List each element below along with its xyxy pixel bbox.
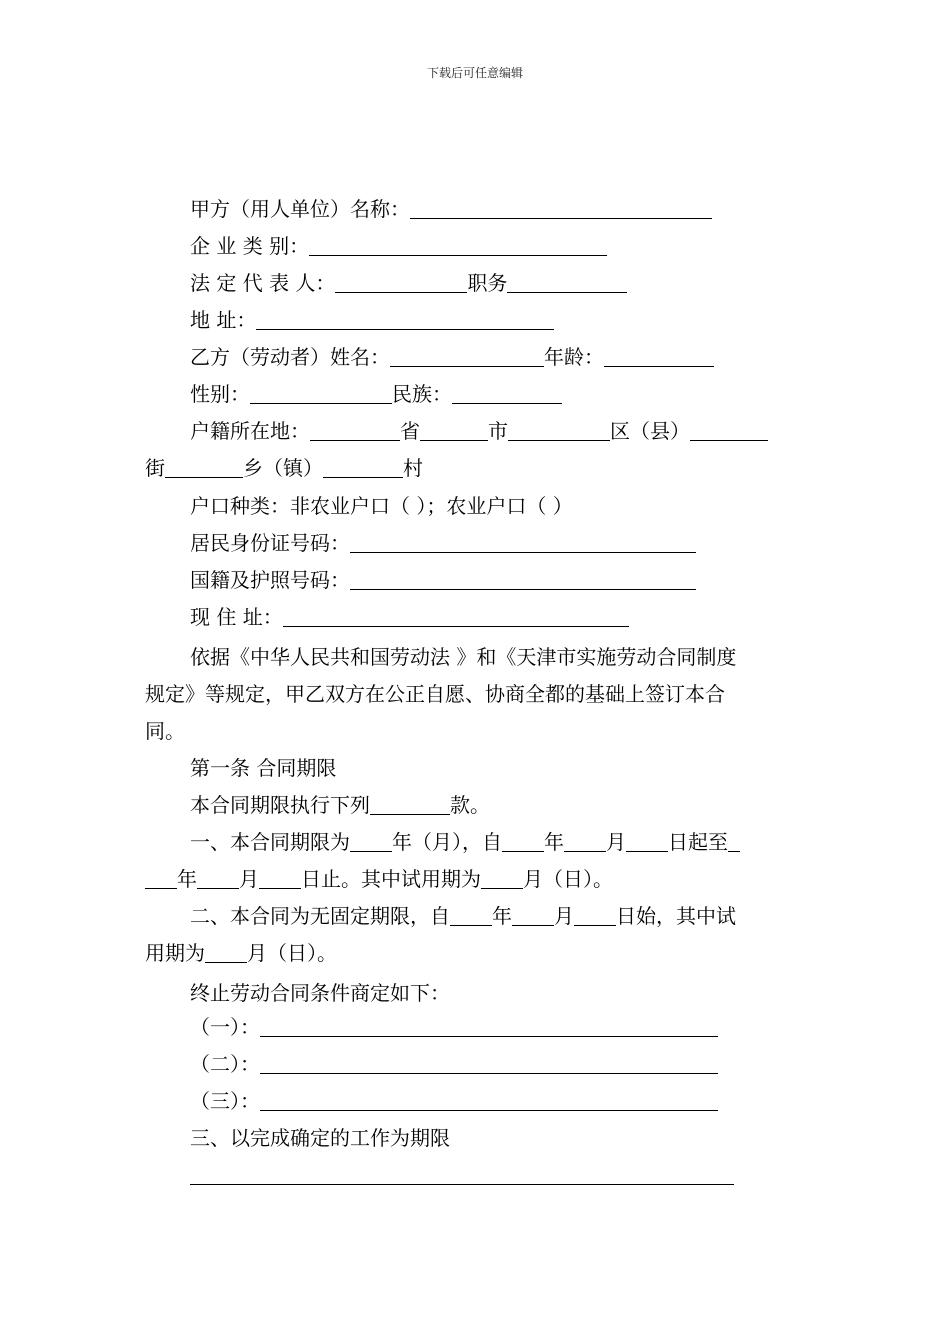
open-year-label: 年 bbox=[492, 904, 512, 928]
basis-paragraph-line-1: 依据《中华人民共和国劳动法 》和《天津市实施劳动合同制度 bbox=[190, 645, 737, 669]
address-blank[interactable] bbox=[256, 309, 554, 330]
open-day-blank[interactable] bbox=[574, 905, 616, 926]
city-blank[interactable] bbox=[420, 420, 488, 441]
village-label: 村 bbox=[403, 456, 423, 480]
open-probation-unit: 月（日）。 bbox=[247, 941, 337, 965]
open-month-blank[interactable] bbox=[512, 905, 554, 926]
condition-blank-1[interactable] bbox=[260, 1016, 718, 1037]
open-term-row-1 bbox=[190, 903, 736, 929]
fixed-term-length-blank[interactable] bbox=[350, 831, 392, 852]
fixed-term-label: 一、本合同期限为 bbox=[190, 830, 350, 854]
legal-rep-label: 法 定 代 表 人： bbox=[190, 271, 336, 295]
basis-paragraph-line-3: 同。 bbox=[145, 719, 185, 743]
open-probation-blank[interactable] bbox=[205, 942, 247, 963]
condition-blank-3[interactable] bbox=[260, 1090, 718, 1111]
passport-label: 国籍及护照号码： bbox=[190, 568, 350, 592]
start-day-blank[interactable] bbox=[626, 831, 668, 852]
household-type-label: 户口种类：非农业户口（ ）；农业户口（ ） bbox=[190, 494, 573, 518]
position-blank[interactable] bbox=[507, 272, 627, 293]
open-month-label: 月 bbox=[554, 904, 574, 928]
task-term-blank[interactable] bbox=[190, 1164, 734, 1185]
id-number-blank[interactable] bbox=[350, 532, 696, 553]
party-a-blank[interactable] bbox=[410, 198, 712, 219]
city-label: 市 bbox=[488, 419, 508, 443]
id-number-row bbox=[190, 530, 696, 556]
task-term-title: 三、以完成确定的工作为期限 bbox=[190, 1126, 450, 1150]
party-b-name-blank[interactable] bbox=[390, 346, 544, 367]
passport-row bbox=[190, 567, 696, 593]
term-select-suffix: 款。 bbox=[450, 793, 490, 817]
open-year-blank[interactable] bbox=[450, 905, 492, 926]
end-year-label: 年 bbox=[177, 867, 197, 891]
end-year-blank-b[interactable] bbox=[145, 868, 177, 889]
age-label: 年龄： bbox=[544, 345, 604, 369]
open-term-row-2 bbox=[145, 940, 337, 966]
province-label: 省 bbox=[400, 419, 420, 443]
end-month-label: 月 bbox=[239, 867, 259, 891]
condition-blank-2[interactable] bbox=[260, 1053, 718, 1074]
condition-row-1 bbox=[190, 1014, 718, 1040]
enterprise-type-label: 企 业 类 别： bbox=[190, 234, 310, 258]
gender-row bbox=[190, 381, 562, 407]
fixed-term-row-1 bbox=[190, 829, 740, 855]
current-address-row bbox=[190, 604, 629, 630]
party-b-name-label: 乙方（劳动者）姓名： bbox=[190, 345, 390, 369]
article-1-title: 第一条 合同期限 bbox=[190, 756, 337, 780]
province-blank[interactable] bbox=[310, 420, 400, 441]
township-blank[interactable] bbox=[165, 457, 243, 478]
open-probation-label: 用期为 bbox=[145, 941, 205, 965]
open-day-label: 日始，其中试 bbox=[616, 904, 736, 928]
condition-label-3: （三）： bbox=[190, 1089, 260, 1113]
gender-blank[interactable] bbox=[250, 383, 392, 404]
start-month-label: 月 bbox=[606, 830, 626, 854]
term-select-row bbox=[190, 792, 490, 818]
start-year-blank[interactable] bbox=[502, 831, 544, 852]
start-month-blank[interactable] bbox=[564, 831, 606, 852]
condition-label-1: （一）： bbox=[190, 1015, 260, 1039]
start-day-label: 日起至 bbox=[668, 830, 728, 854]
party-a-label: 甲方（用人单位）名称： bbox=[190, 197, 410, 221]
district-label: 区（县） bbox=[610, 419, 690, 443]
household-type-row bbox=[190, 493, 573, 519]
probation-blank[interactable] bbox=[481, 868, 523, 889]
end-day-label: 日止。其中试用期为 bbox=[301, 867, 481, 891]
condition-row-2 bbox=[190, 1051, 718, 1077]
current-address-label: 现 住 址： bbox=[190, 605, 283, 629]
passport-blank[interactable] bbox=[350, 569, 696, 590]
age-blank[interactable] bbox=[604, 346, 714, 367]
end-month-blank[interactable] bbox=[197, 868, 239, 889]
township-label: 乡（镇） bbox=[243, 456, 323, 480]
district-blank[interactable] bbox=[508, 420, 610, 441]
term-select-blank[interactable] bbox=[370, 794, 450, 815]
legal-rep-blank[interactable] bbox=[335, 272, 467, 293]
street-blank[interactable] bbox=[690, 420, 768, 441]
ethnicity-label: 民族： bbox=[392, 382, 452, 406]
address-label: 地 址： bbox=[190, 308, 257, 332]
fixed-term-row-2 bbox=[145, 866, 613, 892]
household-location-row-2 bbox=[145, 455, 423, 481]
end-year-blank-a[interactable] bbox=[728, 831, 740, 852]
condition-label-2: （二）： bbox=[190, 1052, 260, 1076]
condition-row-3 bbox=[190, 1088, 718, 1114]
fixed-term-unit: 年（月），自 bbox=[392, 830, 502, 854]
party-a-row bbox=[190, 196, 712, 222]
legal-rep-row bbox=[190, 270, 627, 296]
ethnicity-blank[interactable] bbox=[452, 383, 562, 404]
street-label: 街 bbox=[145, 456, 165, 480]
position-label: 职务 bbox=[467, 271, 508, 295]
id-number-label: 居民身份证号码： bbox=[190, 531, 350, 555]
gender-label: 性别： bbox=[190, 382, 250, 406]
termination-title: 终止劳动合同条件商定如下： bbox=[190, 981, 450, 1005]
enterprise-type-blank[interactable] bbox=[309, 235, 607, 256]
household-location-label: 户籍所在地： bbox=[190, 419, 310, 443]
open-term-label: 二、本合同为无固定期限，自 bbox=[190, 904, 450, 928]
start-year-label: 年 bbox=[544, 830, 564, 854]
enterprise-type-row bbox=[190, 233, 607, 259]
end-day-blank[interactable] bbox=[259, 868, 301, 889]
basis-paragraph-line-2: 规定》等规定，甲乙双方在公正自愿、协商全都的基础上签订本合 bbox=[145, 682, 725, 706]
current-address-blank[interactable] bbox=[283, 606, 629, 627]
term-select-label: 本合同期限执行下列 bbox=[190, 793, 370, 817]
task-term-blank-row bbox=[190, 1162, 734, 1188]
address-row bbox=[190, 307, 554, 333]
probation-unit: 月（日）。 bbox=[523, 867, 613, 891]
household-location-row bbox=[190, 418, 768, 444]
village-blank[interactable] bbox=[323, 457, 403, 478]
page-header: 下载后可任意编辑 bbox=[426, 66, 523, 80]
party-b-row bbox=[190, 344, 714, 370]
